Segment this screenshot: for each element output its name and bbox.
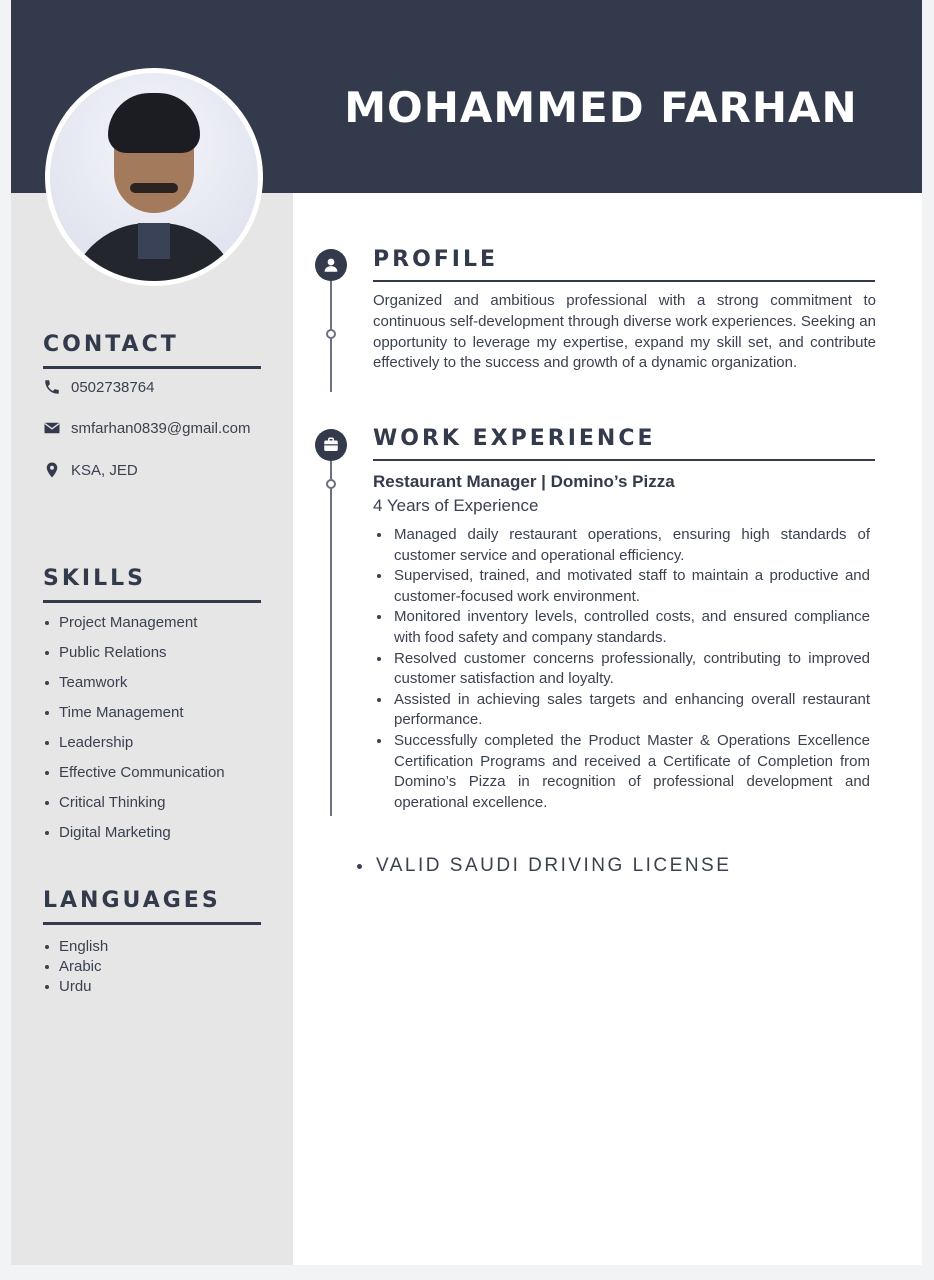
timeline-dot (326, 479, 336, 489)
briefcase-icon (322, 436, 340, 454)
candidate-name: MOHAMMED FARHAN (344, 83, 858, 132)
languages-list (43, 937, 108, 997)
job-duties-list (373, 525, 870, 813)
skill-item: Effective Communication (43, 763, 225, 793)
license-text: VALID SAUDI DRIVING LICENSE (376, 855, 732, 876)
skill-item: Public Relations (43, 643, 225, 673)
job-duration: 4 Years of Experience (373, 496, 539, 515)
duty-item: Assisted in achieving sales targets and enhancing overall restaurant performance. (373, 690, 870, 731)
contact-location (43, 460, 138, 480)
skill-item: Leadership (43, 733, 225, 763)
timeline-line (330, 450, 332, 816)
timeline-dot (326, 329, 336, 339)
duty-item: Managed daily restaurant operations, ensuring high standards of customer service and operational efficiency. (373, 525, 870, 566)
skills-heading: SKILLS (43, 566, 261, 603)
contact-heading: CONTACT (43, 332, 261, 369)
duty-item: Supervised, trained, and motivated staff to maintain a productive and customer-focused work environment. (373, 566, 870, 607)
skill-item: Time Management (43, 703, 225, 733)
resume-page (11, 0, 922, 1265)
bullet (357, 864, 362, 869)
driving-license-note (357, 855, 731, 877)
languages-heading: LANGUAGES (43, 888, 261, 925)
skill-item: Critical Thinking (43, 793, 225, 823)
phone-number: 0502738764 (71, 378, 155, 396)
duty-item: Monitored inventory levels, controlled costs, and ensured compliance with food safety and company standards. (373, 607, 870, 648)
duty-item: Resolved customer concerns professionally, contributing to improved customer satisfaction and loyalty. (373, 649, 870, 690)
skill-item: Project Management (43, 613, 225, 643)
skill-item: Digital Marketing (43, 823, 225, 853)
skill-item: Teamwork (43, 673, 225, 703)
envelope-icon (43, 419, 61, 437)
language-item: English (43, 937, 108, 957)
location-text: KSA, JED (71, 461, 138, 479)
work-experience-heading: WORK EXPERIENCE (373, 425, 875, 461)
sidebar (11, 193, 293, 1265)
language-item: Arabic (43, 957, 108, 977)
contact-phone (43, 377, 154, 397)
work-section-icon (315, 429, 347, 461)
job-title: Restaurant Manager | Domino’s Pizza (373, 472, 675, 491)
contact-email (43, 418, 250, 438)
language-item: Urdu (43, 977, 108, 997)
profile-heading: PROFILE (373, 246, 875, 282)
map-pin-icon (43, 461, 61, 479)
profile-summary: Organized and ambitious professional with a strong commitment to continuous self-development through diverse work experiences. Seeking an opportunity to leverage my expertise, expand my skill set, and contribute effectively to the success and growth of a dynamic organization. (373, 292, 876, 372)
user-icon (322, 256, 340, 274)
phone-icon (43, 378, 61, 396)
skills-list (43, 613, 225, 853)
profile-photo (45, 68, 263, 286)
profile-section-icon (315, 249, 347, 281)
email-address: smfarhan0839@gmail.com (71, 419, 251, 437)
duty-item: Successfully completed the Product Master & Operations Excellence Certification Programs and received a Certificate of Completion from Domino’s Pizza in recognition of professional development and operational excellence. (373, 731, 870, 813)
